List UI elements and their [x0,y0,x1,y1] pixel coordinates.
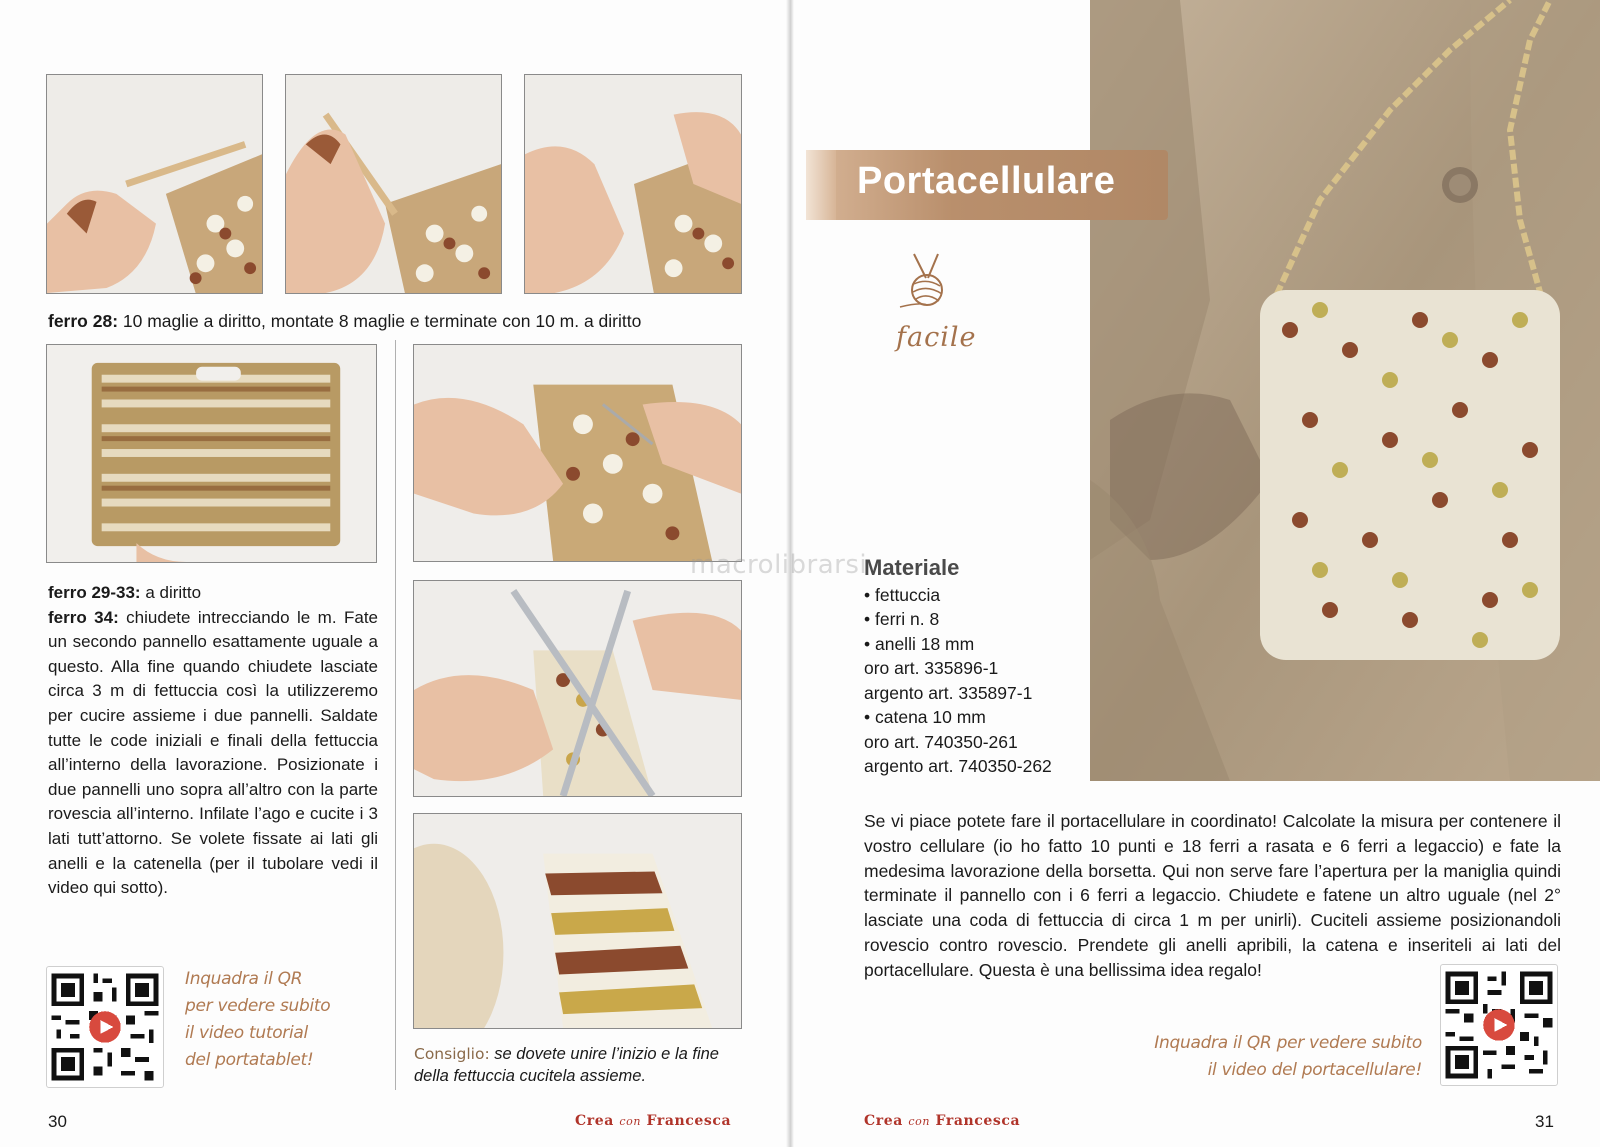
watermark: macrolibrarsi [690,550,868,580]
right-body-text: Se vi piace potete fare il portacellulare in coordinato! Calcolate la misura per contenere il vostro cellulare (io ho fatto 10 punti e 18 ferri a rasata e 6 ferri a legaccio) e fate la medesima lavorazione della borsetta. Qui non serve fare l’apertura per la maniglia quindi terminate il pannello con i 6 ferri a legaccio. Chiudete e fatene un altro uguale (nel 2° lasciate una coda di fettuccia di circa 1 m per unirli). Cuciteli assieme posizionandoli rovescio contro rovescio. Prendete gli anelli apribili, la catena e inseriteli ai lati del portacellulare. Questa è una bellissima idea regalo! [864,811,1561,980]
qr-caption-line: il video tutorial [185,1023,308,1043]
page-number-right: 31 [1535,1112,1554,1131]
row-34-text: chiudete intrecciando le m. Fate un secondo pannello esattamente uguale a questo. Alla fine quando chiudete lasciate circa 3 m di fettuccia così la utilizzeremo per cucire assieme i due pannelli. Saldate tutte le code iniziali e finali della fettuccia all’interno della lavorazione. Posizionate i due pannelli uno sopra all’altro con la parte rovescia all’interno. Infilate l’ago e cucite i 3 lati tutt’attorno. Se volete fissate ai lati gli anelli e la catenella (per il tubolare vedi il video qui sotto). [48,607,379,898]
qr-caption-line: del portatablet! [185,1050,314,1070]
tip-body: se dovete unire l’inizio e la fine della fettuccia cucitela assieme. [414,1045,719,1085]
materials-item: oro art. 335896-1 [864,658,999,678]
knitting-step-photo-2 [285,74,502,294]
row-34-paragraph [48,606,378,901]
striped-tube-photo [413,813,742,1029]
materials-list [864,556,1052,779]
row-29-33-paragraph [48,581,378,606]
qr-caption-left [185,966,385,1074]
difficulty-label: facile [896,322,977,353]
qr-code-icon[interactable] [46,966,164,1088]
row-28-label: ferro 28: [48,311,119,331]
qr-caption-line: Inquadra il QR per vedere subito [1154,1033,1422,1053]
materials-item: argento art. 335897-1 [864,682,1033,703]
page-number-left: 30 [48,1112,67,1131]
qr-caption-line: il video del portacellulare! [1207,1060,1422,1080]
brand-word: Crea [864,1113,903,1129]
tip-label: Consiglio: [414,1045,490,1063]
materials-item: oro art. 740350-261 [864,731,1018,752]
qr-caption-right [1070,1030,1422,1084]
brand-logo-left [575,1113,731,1129]
materials-item: • ferri n. 8 [864,609,940,629]
row-28-text: 10 maglie a diritto, montate 8 maglie e terminate con 10 m. a diritto [118,311,642,331]
knitting-step-photo-1 [46,74,263,294]
materials-item: • fettuccia [864,584,941,605]
yarn-ball-icon [890,252,964,312]
page-title: Portacellulare [857,160,1116,202]
phone-case-photo [1090,0,1600,781]
qr-caption-line: per vedere subito [185,996,331,1016]
sewing-photo-1 [413,344,742,562]
brand-word: Crea [575,1113,614,1129]
materials-item: argento art. 740350-262 [864,756,1052,776]
qr-code-icon[interactable] [1440,964,1558,1086]
brand-logo-right [864,1113,1020,1129]
materials-item: • anelli 18 mm [864,633,975,654]
finished-panel-photo [46,344,377,563]
row-28-caption [48,311,641,332]
materials-item: • catena 10 mm [864,707,986,727]
brand-word: con [619,1115,642,1128]
tip-text [414,1043,744,1087]
sewing-photo-2 [413,580,742,797]
brand-word: Francesca [646,1113,732,1129]
brand-word: Francesca [935,1113,1021,1129]
knitting-step-photo-3 [524,74,742,294]
row-34-label: ferro 34: [48,607,119,627]
materials-heading: Materiale [864,555,960,580]
brand-word: con [908,1115,931,1128]
left-body-text [48,581,378,901]
row-29-33-text: a diritto [140,583,202,602]
column-divider [395,340,396,1090]
row-29-33-label: ferro 29-33: [48,583,141,602]
qr-caption-line: Inquadra il QR [185,969,303,989]
